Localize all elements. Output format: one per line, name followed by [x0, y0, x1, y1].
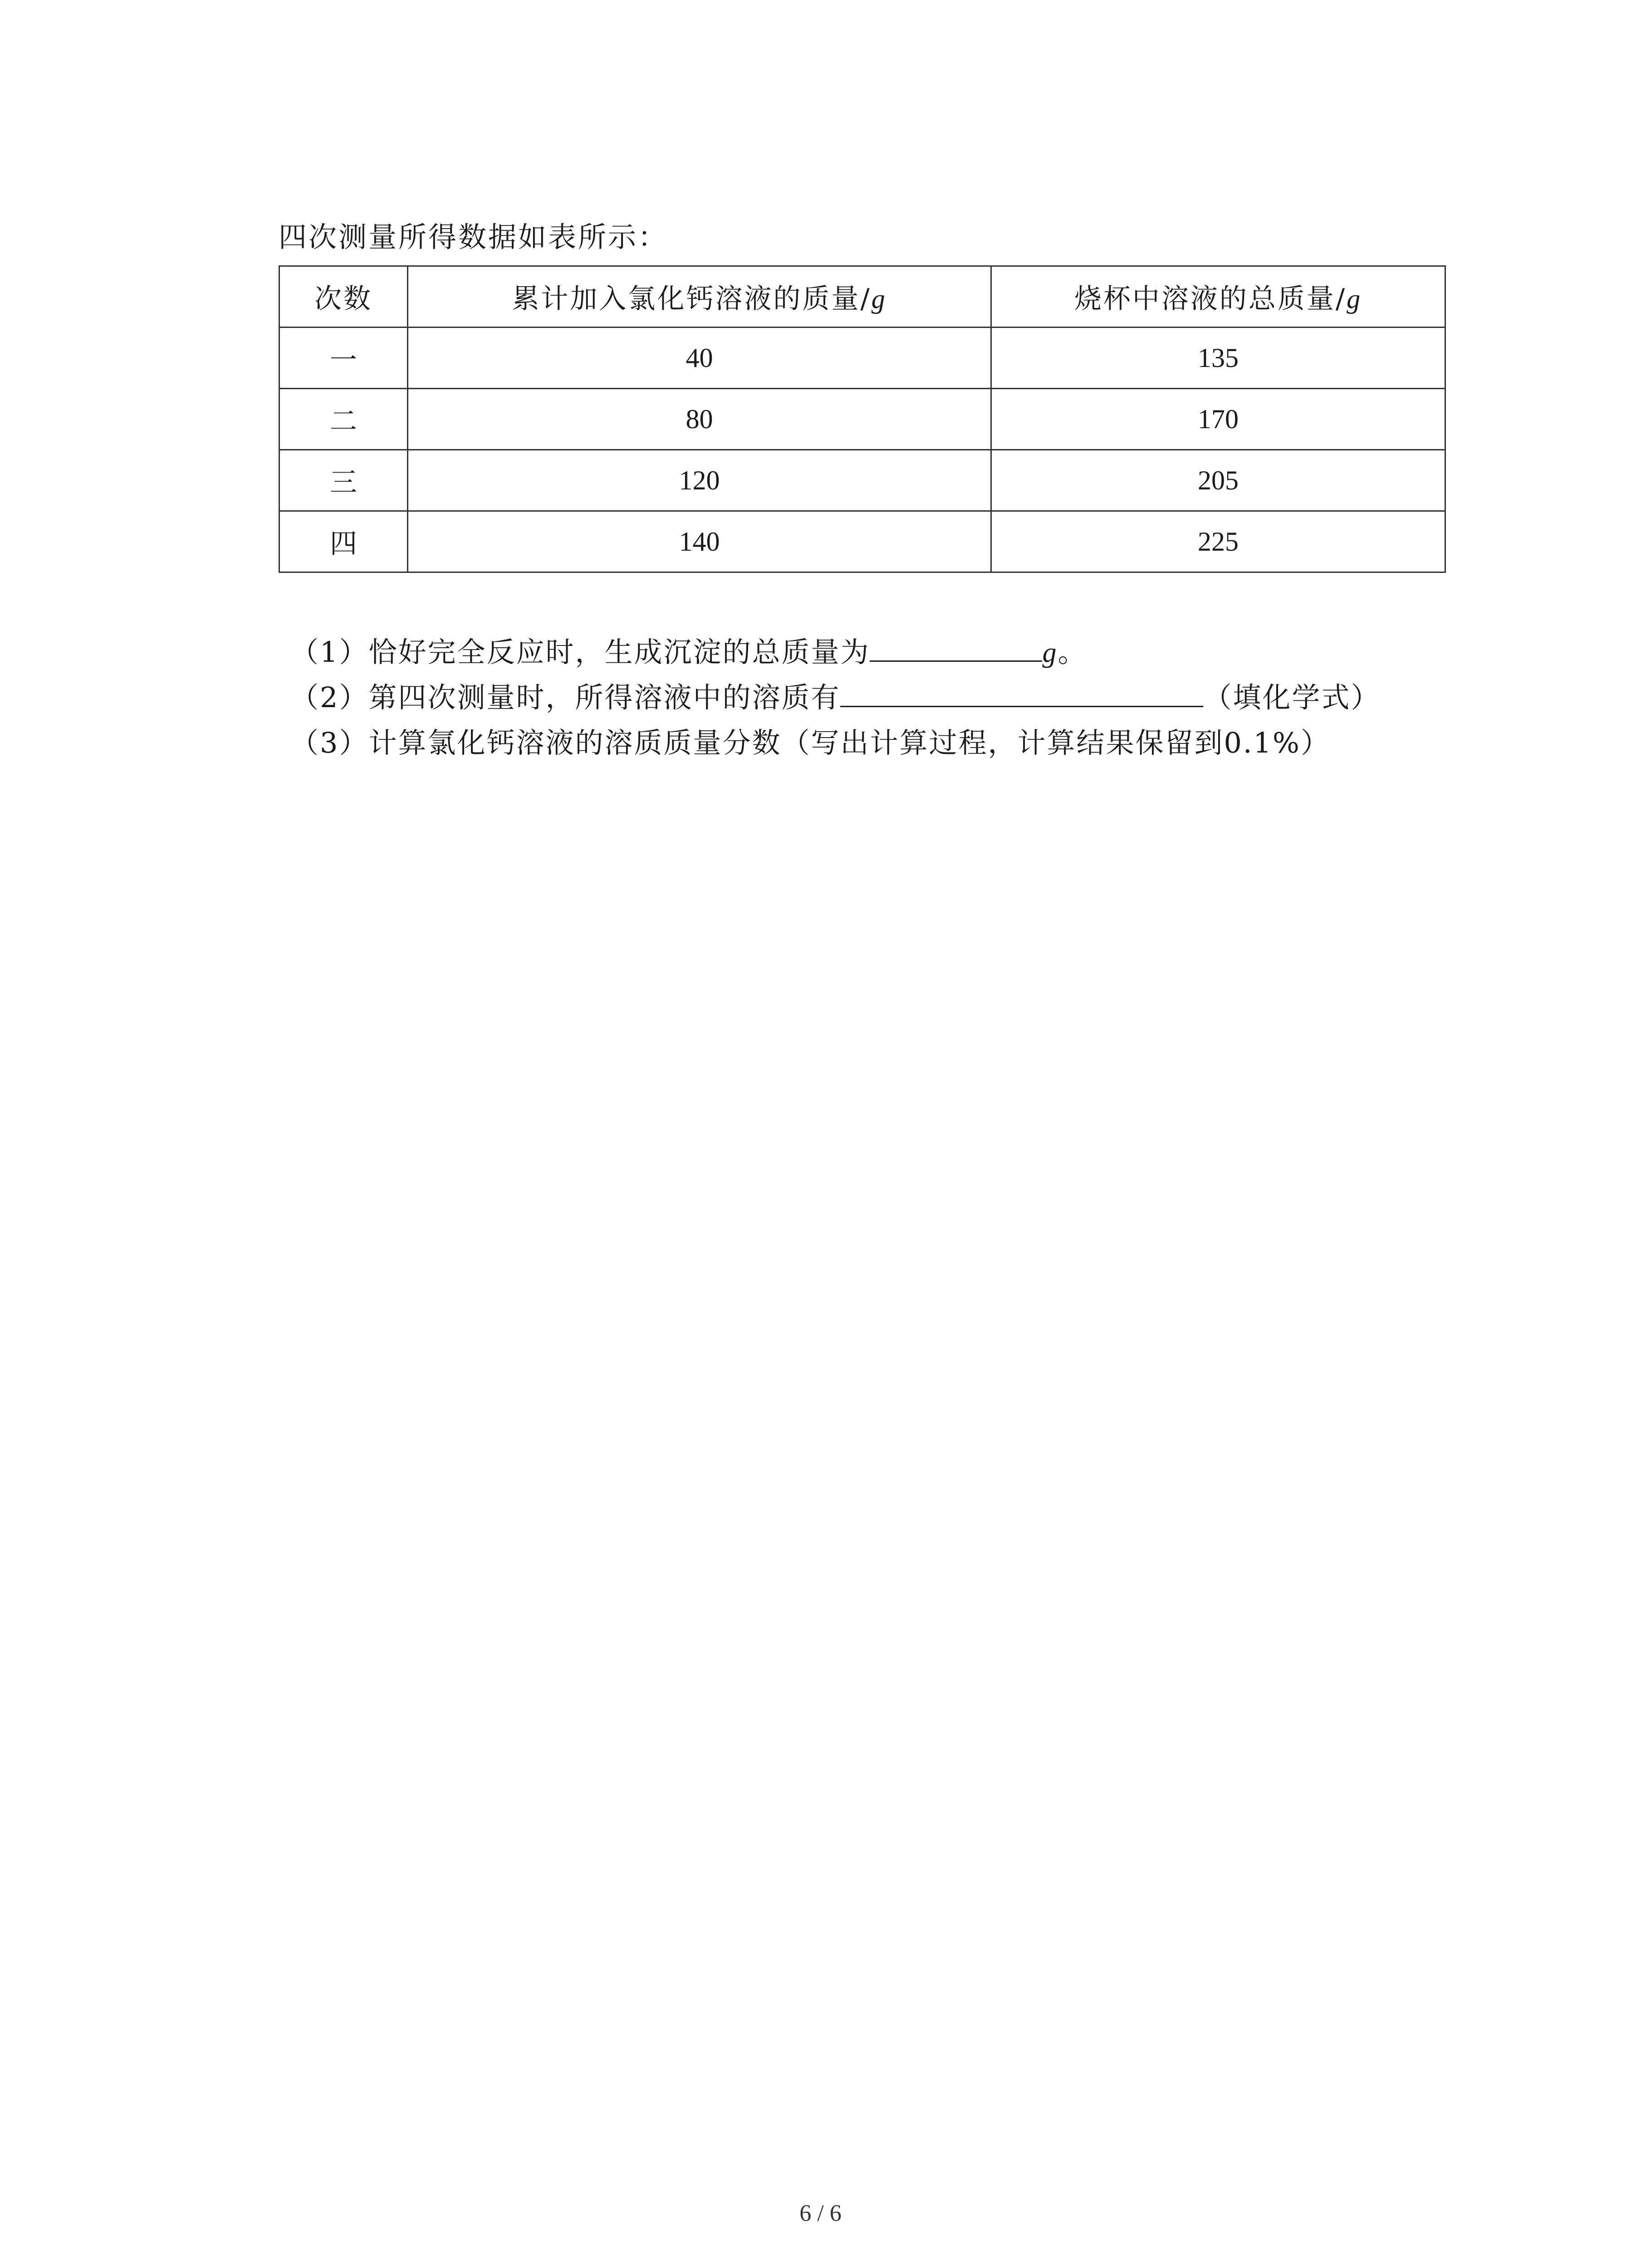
table-cell: 二: [279, 389, 408, 450]
table-cell: 170: [991, 389, 1445, 450]
table-row: [279, 389, 1445, 450]
header-solution-mass: 烧杯中溶液的总质量/g: [991, 266, 1445, 327]
table-cell: 205: [991, 450, 1445, 511]
table-cell: 四: [279, 511, 408, 572]
question-3-text: （3）计算氯化钙溶液的溶质质量分数（写出计算过程，计算结果保留到0.1%）: [290, 726, 1330, 759]
question-2-text: （2）第四次测量时，所得溶液中的溶质有: [290, 681, 841, 714]
header-cacl2-mass: 累计加入氯化钙溶液的质量/g: [408, 266, 991, 327]
answer-blank-1[interactable]: [870, 632, 1042, 662]
table-intro: 四次测量所得数据如表所示：: [279, 220, 668, 254]
table-cell: 135: [991, 327, 1445, 389]
question-1-text: （1）恰好完全反应时，生成沉淀的总质量为: [290, 635, 870, 669]
table-header-row: [279, 266, 1445, 327]
question-2-suffix: （填化学式）: [1203, 681, 1381, 714]
question-1-unit: g: [1042, 637, 1058, 668]
table-cell: 三: [279, 450, 408, 511]
table-cell: 一: [279, 327, 408, 389]
measurement-table: [279, 265, 1446, 573]
header-count: 次数: [279, 266, 408, 327]
question-1: [290, 632, 1087, 673]
table-row: [279, 511, 1445, 572]
answer-blank-2[interactable]: [840, 678, 1203, 707]
table-cell: 40: [408, 327, 991, 389]
table-cell: 120: [408, 450, 991, 511]
table-row: [279, 450, 1445, 511]
table-row: [279, 327, 1445, 389]
question-1-suffix: 。: [1058, 635, 1087, 669]
table-cell: 140: [408, 511, 991, 572]
question-2: [290, 677, 1380, 718]
question-3: [290, 723, 1330, 763]
table-cell: 80: [408, 389, 991, 450]
table-cell: 225: [991, 511, 1445, 572]
page-number: 6 / 6: [799, 2200, 842, 2226]
